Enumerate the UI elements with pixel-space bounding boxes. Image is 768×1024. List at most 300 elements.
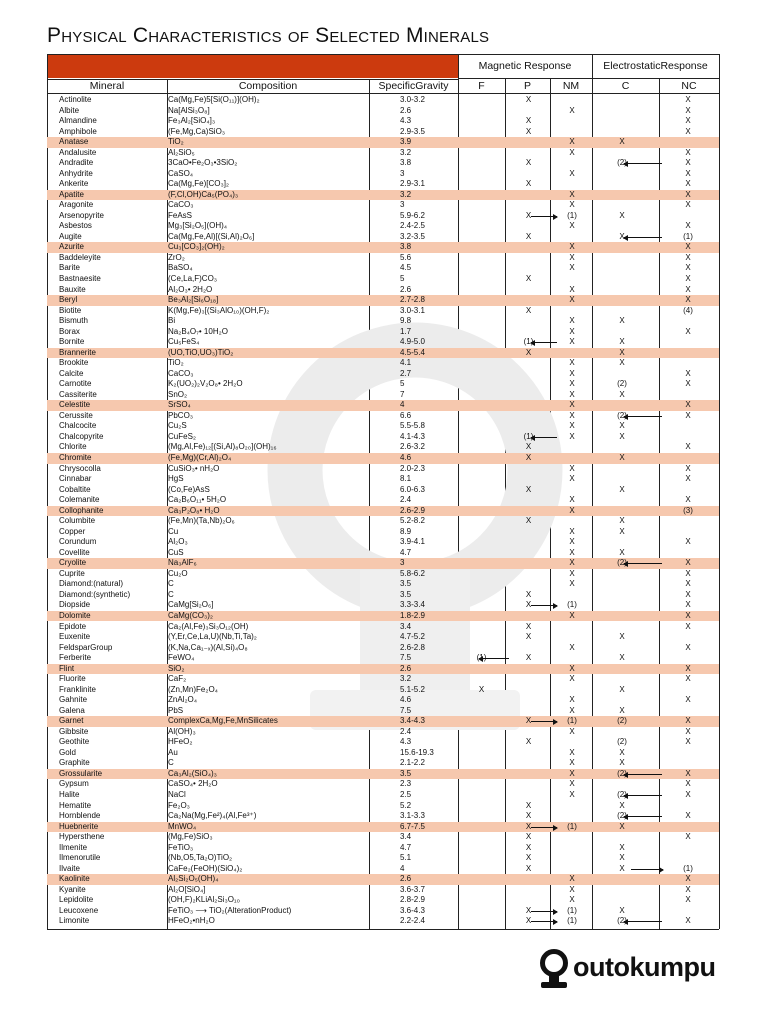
specific-gravity-cell: 3.6-3.7 (400, 884, 425, 894)
composition-cell: MnWO₄ (168, 821, 197, 831)
p-cell: X (525, 863, 532, 873)
mineral-name: Kaolinite (59, 874, 90, 884)
nc-cell: (1) (683, 231, 693, 241)
specific-gravity-cell: 2.9-3.5 (400, 126, 425, 136)
nm-cell: X (569, 337, 575, 347)
mineral-name: Columbite (59, 516, 96, 526)
nc-cell: X (685, 126, 691, 136)
specific-gravity-cell: 4.5-5.4 (400, 347, 425, 357)
mineral-name: Cryolite (59, 558, 87, 568)
nm-cell: X (569, 463, 575, 473)
nm-cell: X (569, 368, 575, 378)
nm-cell: X (569, 568, 575, 578)
composition-cell: K₂(UO₂)₂V₂O₈• 2H₂O (168, 379, 243, 389)
arrow-left-icon (624, 774, 662, 775)
nc-cell: X (685, 147, 691, 157)
table-row (47, 727, 719, 738)
nm-cell: X (569, 674, 575, 684)
specific-gravity-cell: 3.4 (400, 621, 412, 631)
composition-cell: (Nb,O5,Ta₂O)TiO₂ (168, 853, 233, 863)
specific-gravity-cell: 4.3 (400, 116, 412, 126)
specific-gravity-cell: 7 (400, 389, 405, 399)
nm-cell: X (569, 642, 575, 652)
table-row (47, 643, 719, 654)
nc-cell: X (685, 189, 691, 199)
mineral-name: Azurite (59, 242, 84, 252)
arrow-left-icon (531, 342, 557, 343)
p-cell: X (525, 600, 532, 610)
composition-cell: Na₂B₄O₇• 10H₂O (168, 326, 228, 336)
mineral-name: Actinolite (59, 95, 92, 104)
specific-gravity-cell: 6.7-7.5 (400, 821, 425, 831)
nc-cell: X (685, 589, 691, 599)
table-row (47, 895, 719, 906)
mineral-name: Biotite (59, 305, 82, 315)
mineral-name: Epidote (59, 621, 87, 631)
specific-gravity-cell: 5 (400, 274, 405, 283)
p-cell: X (525, 737, 532, 747)
specific-gravity-cell: 4.1-4.3 (400, 431, 425, 441)
nm-cell: X (569, 537, 575, 547)
nm-cell: X (569, 789, 575, 799)
specific-gravity-cell: 2.4 (400, 495, 412, 505)
composition-cell: Fe₂O₃ (168, 800, 190, 810)
p-cell: X (525, 716, 532, 726)
table-row (47, 116, 719, 127)
table-row (47, 221, 719, 232)
nc-cell: X (685, 579, 691, 589)
composition-cell: CaF₂ (168, 674, 187, 684)
mineral-name: Dolomite (59, 610, 91, 620)
nm-cell: X (569, 421, 575, 431)
c-cell: X (619, 684, 625, 694)
nm-cell: X (569, 474, 575, 484)
mineral-name: Albite (59, 105, 80, 115)
col-header-mineral: Mineral (89, 80, 125, 92)
nc-cell: X (685, 179, 691, 189)
mineral-name: Ilmenite (59, 842, 88, 852)
nc-cell: X (685, 326, 691, 336)
arrow-left-icon (624, 563, 662, 564)
nm-cell: X (569, 705, 575, 715)
composition-cell: CuS (168, 547, 184, 557)
specific-gravity-cell: 3.3-3.4 (400, 600, 425, 610)
c-cell: X (619, 800, 625, 810)
c-cell: (2) (617, 558, 627, 568)
specific-gravity-cell: 3.5 (400, 768, 412, 778)
nc-cell: X (685, 621, 691, 631)
specific-gravity-cell: 7.5 (400, 705, 412, 715)
composition-cell: (Fe,Mn)(Ta,Nb)₂O₆ (168, 516, 235, 526)
specific-gravity-cell: 7.5 (400, 653, 412, 663)
table-row (47, 779, 719, 790)
c-cell: X (619, 905, 625, 915)
composition-cell: Al₂O[SiO₄] (168, 884, 206, 894)
table-row (47, 906, 719, 917)
specific-gravity-cell: 3.1-3.3 (400, 811, 425, 821)
nc-cell: (1) (683, 863, 693, 873)
specific-gravity-cell: 5.2 (400, 800, 412, 810)
specific-gravity-cell: 4.6 (400, 453, 412, 463)
mineral-name: Ilvaite (59, 863, 80, 873)
mineral-name: Ferberite (59, 653, 92, 663)
nc-cell: X (685, 463, 691, 473)
arrow-left-icon (531, 437, 557, 438)
specific-gravity-cell: 3.2-3.5 (400, 231, 425, 241)
mineral-name: Gahnite (59, 695, 88, 705)
table-row (47, 632, 719, 643)
composition-cell: FeAsS (168, 210, 193, 220)
composition-cell: Ca₃Al₂(SiO₄)₃ (168, 768, 217, 778)
table-row (47, 590, 719, 601)
composition-cell: K(Mg,Fe)₃[(Si₃AlO₁₀)(OH,F)₂ (168, 305, 270, 315)
c-cell: X (619, 137, 625, 147)
mineral-name: Fluorite (59, 674, 86, 684)
table-row (47, 263, 719, 274)
c-cell: (2) (617, 789, 627, 799)
specific-gravity-cell: 2.8-2.9 (400, 895, 425, 905)
table-row (47, 811, 719, 822)
mineral-name: Cinnabar (59, 474, 92, 484)
c-cell: X (619, 316, 625, 326)
p-cell: X (525, 842, 532, 852)
nc-cell: X (685, 811, 691, 821)
table-row (47, 769, 719, 780)
table-row (47, 211, 719, 222)
c-cell: X (619, 431, 625, 441)
composition-cell: Au (168, 747, 178, 757)
nc-cell: X (685, 895, 691, 905)
nc-cell: X (685, 442, 691, 452)
table-row (47, 442, 719, 453)
table-row (47, 316, 719, 327)
nm-cell: X (569, 389, 575, 399)
table-row (47, 137, 719, 148)
nm-cell: X (569, 326, 575, 336)
composition-cell: CaSO₄ (168, 168, 194, 178)
mineral-name: Cerussite (59, 410, 93, 420)
mineral-name: Baddeleyite (59, 252, 101, 262)
composition-cell: Cu (168, 526, 179, 536)
nm-cell: X (569, 284, 575, 294)
nm-cell: X (569, 105, 575, 115)
table-row (47, 474, 719, 485)
nm-cell: X (569, 884, 575, 894)
table-row (47, 685, 719, 696)
mineral-name: Cuprite (59, 568, 85, 578)
c-cell: X (619, 747, 625, 757)
specific-gravity-cell: 2.3 (400, 779, 412, 789)
p-cell: X (525, 853, 532, 863)
mineral-name: Halite (59, 789, 80, 799)
nm-cell: X (569, 400, 575, 410)
mineral-name: Geothite (59, 737, 90, 747)
composition-cell: CaFe₂(FeOH)(SiO₄)₂ (168, 863, 243, 873)
composition-cell: PbS (168, 705, 184, 715)
nm-cell: X (569, 431, 575, 441)
specific-gravity-cell: 4.6 (400, 695, 412, 705)
nc-cell: X (685, 221, 691, 231)
table-row (47, 306, 719, 317)
specific-gravity-cell: 4 (400, 400, 405, 410)
nc-cell: X (685, 916, 691, 926)
mineral-name: Bastnaesite (59, 274, 101, 283)
p-cell: X (525, 95, 532, 104)
c-cell: X (619, 516, 625, 526)
c-cell: X (619, 863, 625, 873)
specific-gravity-cell: 3.9 (400, 137, 412, 147)
table-row (47, 242, 719, 253)
c-cell: X (619, 389, 625, 399)
table-row (47, 516, 719, 527)
header-bar (47, 54, 458, 78)
nm-cell: (1) (567, 600, 577, 610)
nm-cell: X (569, 295, 575, 305)
composition-cell: HFeO₂•nH₂O (168, 916, 215, 926)
electrostatic-response-header: ElectrostaticResponse (603, 60, 708, 72)
specific-gravity-cell: 3.8 (400, 158, 412, 168)
table-row (47, 106, 719, 117)
col-header-p: P (523, 80, 531, 92)
mineral-name: Graphite (59, 758, 90, 768)
arrow-left-icon (624, 816, 662, 817)
arrow-right-icon (531, 721, 557, 722)
composition-cell: Ca(Mg,Fe)5[Si(O₁₁)](OH)₂ (168, 95, 260, 104)
table-row (47, 337, 719, 348)
mineral-name: Euxenite (59, 632, 91, 642)
specific-gravity-cell: 4.5 (400, 263, 412, 273)
specific-gravity-cell: 5.9-6.2 (400, 210, 425, 220)
mineral-name: Aragonite (59, 200, 94, 210)
table-row (47, 95, 719, 106)
p-cell: X (525, 210, 532, 220)
composition-cell: ComplexCa,Mg,Fe,MnSilicates (168, 716, 278, 726)
nc-cell: X (685, 158, 691, 168)
f-cell: (1) (476, 653, 487, 663)
group-divider (458, 78, 719, 79)
mineral-name: FeldsparGroup (59, 642, 113, 652)
nm-cell: X (569, 895, 575, 905)
table-row (47, 653, 719, 664)
mineral-name: Diopside (59, 600, 91, 610)
nc-cell: X (685, 495, 691, 505)
composition-cell: CuFeS₂ (168, 431, 197, 441)
c-cell: (2) (617, 768, 627, 778)
composition-cell: Ca₂Na(Mg,Fe²)₄(Al,Fe³⁺) (168, 811, 257, 821)
composition-cell: CaCO₃ (168, 200, 194, 210)
nc-cell: X (685, 884, 691, 894)
table-row (47, 148, 719, 159)
c-cell: X (619, 347, 625, 357)
p-cell: X (525, 632, 532, 642)
table-row (47, 600, 719, 611)
mineral-name: Corundum (59, 537, 97, 547)
nm-cell: X (569, 263, 575, 273)
mineral-name: Ilmenorutile (59, 853, 101, 863)
table-row (47, 527, 719, 538)
nm-cell: X (569, 316, 575, 326)
arrow-right-icon (631, 869, 663, 870)
composition-cell: FeWO₄ (168, 653, 195, 663)
arrow-left-icon (624, 163, 662, 164)
table-row (47, 737, 719, 748)
table-row (47, 801, 719, 812)
specific-gravity-cell: 2.6-3.2 (400, 442, 425, 452)
mineral-name: Collophanite (59, 505, 104, 515)
mineral-name: Bauxite (59, 284, 86, 294)
specific-gravity-cell: 2.7 (400, 368, 412, 378)
table-row (47, 758, 719, 769)
table-bottom-border (47, 929, 719, 930)
specific-gravity-cell: 4.7-5.2 (400, 632, 425, 642)
mineral-name: Copper (59, 526, 86, 536)
mineral-name: Anatase (59, 137, 89, 147)
specific-gravity-cell: 5.8-6.2 (400, 568, 425, 578)
nc-cell: X (685, 600, 691, 610)
c-cell: X (619, 453, 625, 463)
mineral-name: Colemanite (59, 495, 100, 505)
nm-cell: X (569, 505, 575, 515)
table-row (47, 611, 719, 622)
composition-cell: C (168, 579, 174, 589)
composition-cell: Al₂SiO₅ (168, 147, 195, 157)
nc-cell: X (685, 95, 691, 104)
specific-gravity-cell: 3.0-3.1 (400, 305, 425, 315)
col-header-composition: Composition (238, 80, 298, 92)
composition-cell: (UO,TiO,UO₃)TiO₂ (168, 347, 234, 357)
nc-cell: X (685, 400, 691, 410)
nc-cell: X (685, 832, 691, 842)
nm-cell: X (569, 695, 575, 705)
nm-cell: X (569, 874, 575, 884)
specific-gravity-cell: 5.1-5.2 (400, 684, 425, 694)
specific-gravity-cell: 4.7 (400, 547, 412, 557)
table-row (47, 843, 719, 854)
p-cell: X (525, 158, 532, 168)
table-row (47, 274, 719, 285)
c-cell: X (619, 358, 625, 368)
mineral-name: Cassiterite (59, 389, 97, 399)
mineral-name: Arsenopyrite (59, 210, 104, 220)
nc-cell: X (685, 168, 691, 178)
mineral-name: Franklinite (59, 684, 96, 694)
specific-gravity-cell: 15.6-19.3 (400, 747, 434, 757)
composition-cell: (Fe,Mg,Ca)SiO₃ (168, 126, 226, 136)
specific-gravity-cell: 2.5 (400, 789, 412, 799)
table-row (47, 885, 719, 896)
mineral-name: Covellite (59, 547, 90, 557)
table-row (47, 358, 719, 369)
composition-cell: Cu₃[CO₃]₂(OH)₂ (168, 242, 225, 252)
nm-cell: X (569, 726, 575, 736)
composition-cell: (F,Cl,OH)Ca₅(PO₄)₃ (168, 189, 239, 199)
composition-cell: (K,Na,Ca₁₋ₓ)(Al,Si)₄O₈ (168, 642, 248, 652)
composition-cell: TiO₂ (168, 358, 184, 368)
composition-cell: PbCO₃ (168, 410, 194, 420)
c-cell: (2) (617, 716, 627, 726)
nm-cell: X (569, 663, 575, 673)
composition-cell: NaCl (168, 789, 186, 799)
specific-gravity-cell: 3.5 (400, 589, 412, 599)
table-row (47, 790, 719, 801)
p-cell: X (525, 305, 532, 315)
specific-gravity-cell: 3.4-4.3 (400, 716, 425, 726)
mineral-name: Garnet (59, 716, 84, 726)
nm-cell: X (569, 610, 575, 620)
c-cell: X (619, 210, 625, 220)
specific-gravity-cell: 2.0-2.3 (400, 463, 425, 473)
mineral-name: Chalcopyrite (59, 431, 104, 441)
nm-cell: X (569, 768, 575, 778)
nc-cell: X (685, 642, 691, 652)
mineral-name: Anhydrite (59, 168, 93, 178)
specific-gravity-cell: 3 (400, 558, 405, 568)
specific-gravity-cell: 6.0-6.3 (400, 484, 425, 494)
mineral-name: Almandine (59, 116, 97, 126)
table-row (47, 537, 719, 548)
arrow-right-icon (531, 827, 557, 828)
composition-cell: ZnAl₂O₄ (168, 695, 198, 705)
arrow-right-icon (531, 216, 557, 217)
mineral-name: Asbestos (59, 221, 92, 231)
composition-cell: 3CaO•Fe₂O₃•3SiO₂ (168, 158, 238, 168)
composition-cell: (Y,Er,Ce,La,U)(Nb,Ti,Ta)₂ (168, 632, 257, 642)
table-row (47, 864, 719, 875)
nc-cell: X (685, 537, 691, 547)
specific-gravity-cell: 2.6 (400, 874, 412, 884)
p-cell: X (525, 800, 532, 810)
mineral-name: Amphibole (59, 126, 97, 136)
nm-cell: X (569, 558, 575, 568)
p-cell: X (525, 653, 532, 663)
arrow-right-icon (531, 605, 557, 606)
c-cell: (2) (617, 410, 627, 420)
nm-cell: (1) (567, 716, 577, 726)
col-header-c: C (621, 80, 630, 92)
nm-cell: X (569, 242, 575, 252)
specific-gravity-cell: 2.4 (400, 726, 412, 736)
composition-cell: SnO₂ (168, 389, 188, 399)
mineral-name: Borax (59, 326, 80, 336)
specific-gravity-cell: 9.8 (400, 316, 412, 326)
nm-cell: (1) (567, 916, 577, 926)
specific-gravity-cell: 6.6 (400, 410, 412, 420)
nc-cell: X (685, 274, 691, 283)
specific-gravity-cell: 2.6-2.8 (400, 642, 425, 652)
mineral-name: Leucoxene (59, 905, 99, 915)
specific-gravity-cell: 1.8-2.9 (400, 610, 425, 620)
specific-gravity-cell: 5.5-5.8 (400, 421, 425, 431)
c-cell: (2) (617, 379, 627, 389)
specific-gravity-cell: 4.9-5.0 (400, 337, 425, 347)
c-cell: X (619, 337, 625, 347)
nc-cell: X (685, 263, 691, 273)
composition-cell: Na[AlSi₃O₈] (168, 105, 210, 115)
nm-cell: X (569, 579, 575, 589)
mineral-name: Augite (59, 231, 82, 241)
nm-cell: X (569, 526, 575, 536)
mineral-name: Gold (59, 747, 76, 757)
specific-gravity-cell: 8.9 (400, 526, 412, 536)
composition-cell: CaMg[Si₂O₆] (168, 600, 214, 610)
composition-cell: Ca₂(Al,Fe)₃Si₃O₁₂(OH) (168, 621, 249, 631)
composition-cell: (OH,F)₂KLiAl₂Si₃O₁₀ (168, 895, 240, 905)
p-cell: X (525, 621, 532, 631)
composition-cell: Cu₅FeS₄ (168, 337, 200, 347)
composition-cell: ZrO₂ (168, 252, 185, 262)
specific-gravity-cell: 2.6 (400, 105, 412, 115)
mineral-name: Cobaltite (59, 484, 91, 494)
